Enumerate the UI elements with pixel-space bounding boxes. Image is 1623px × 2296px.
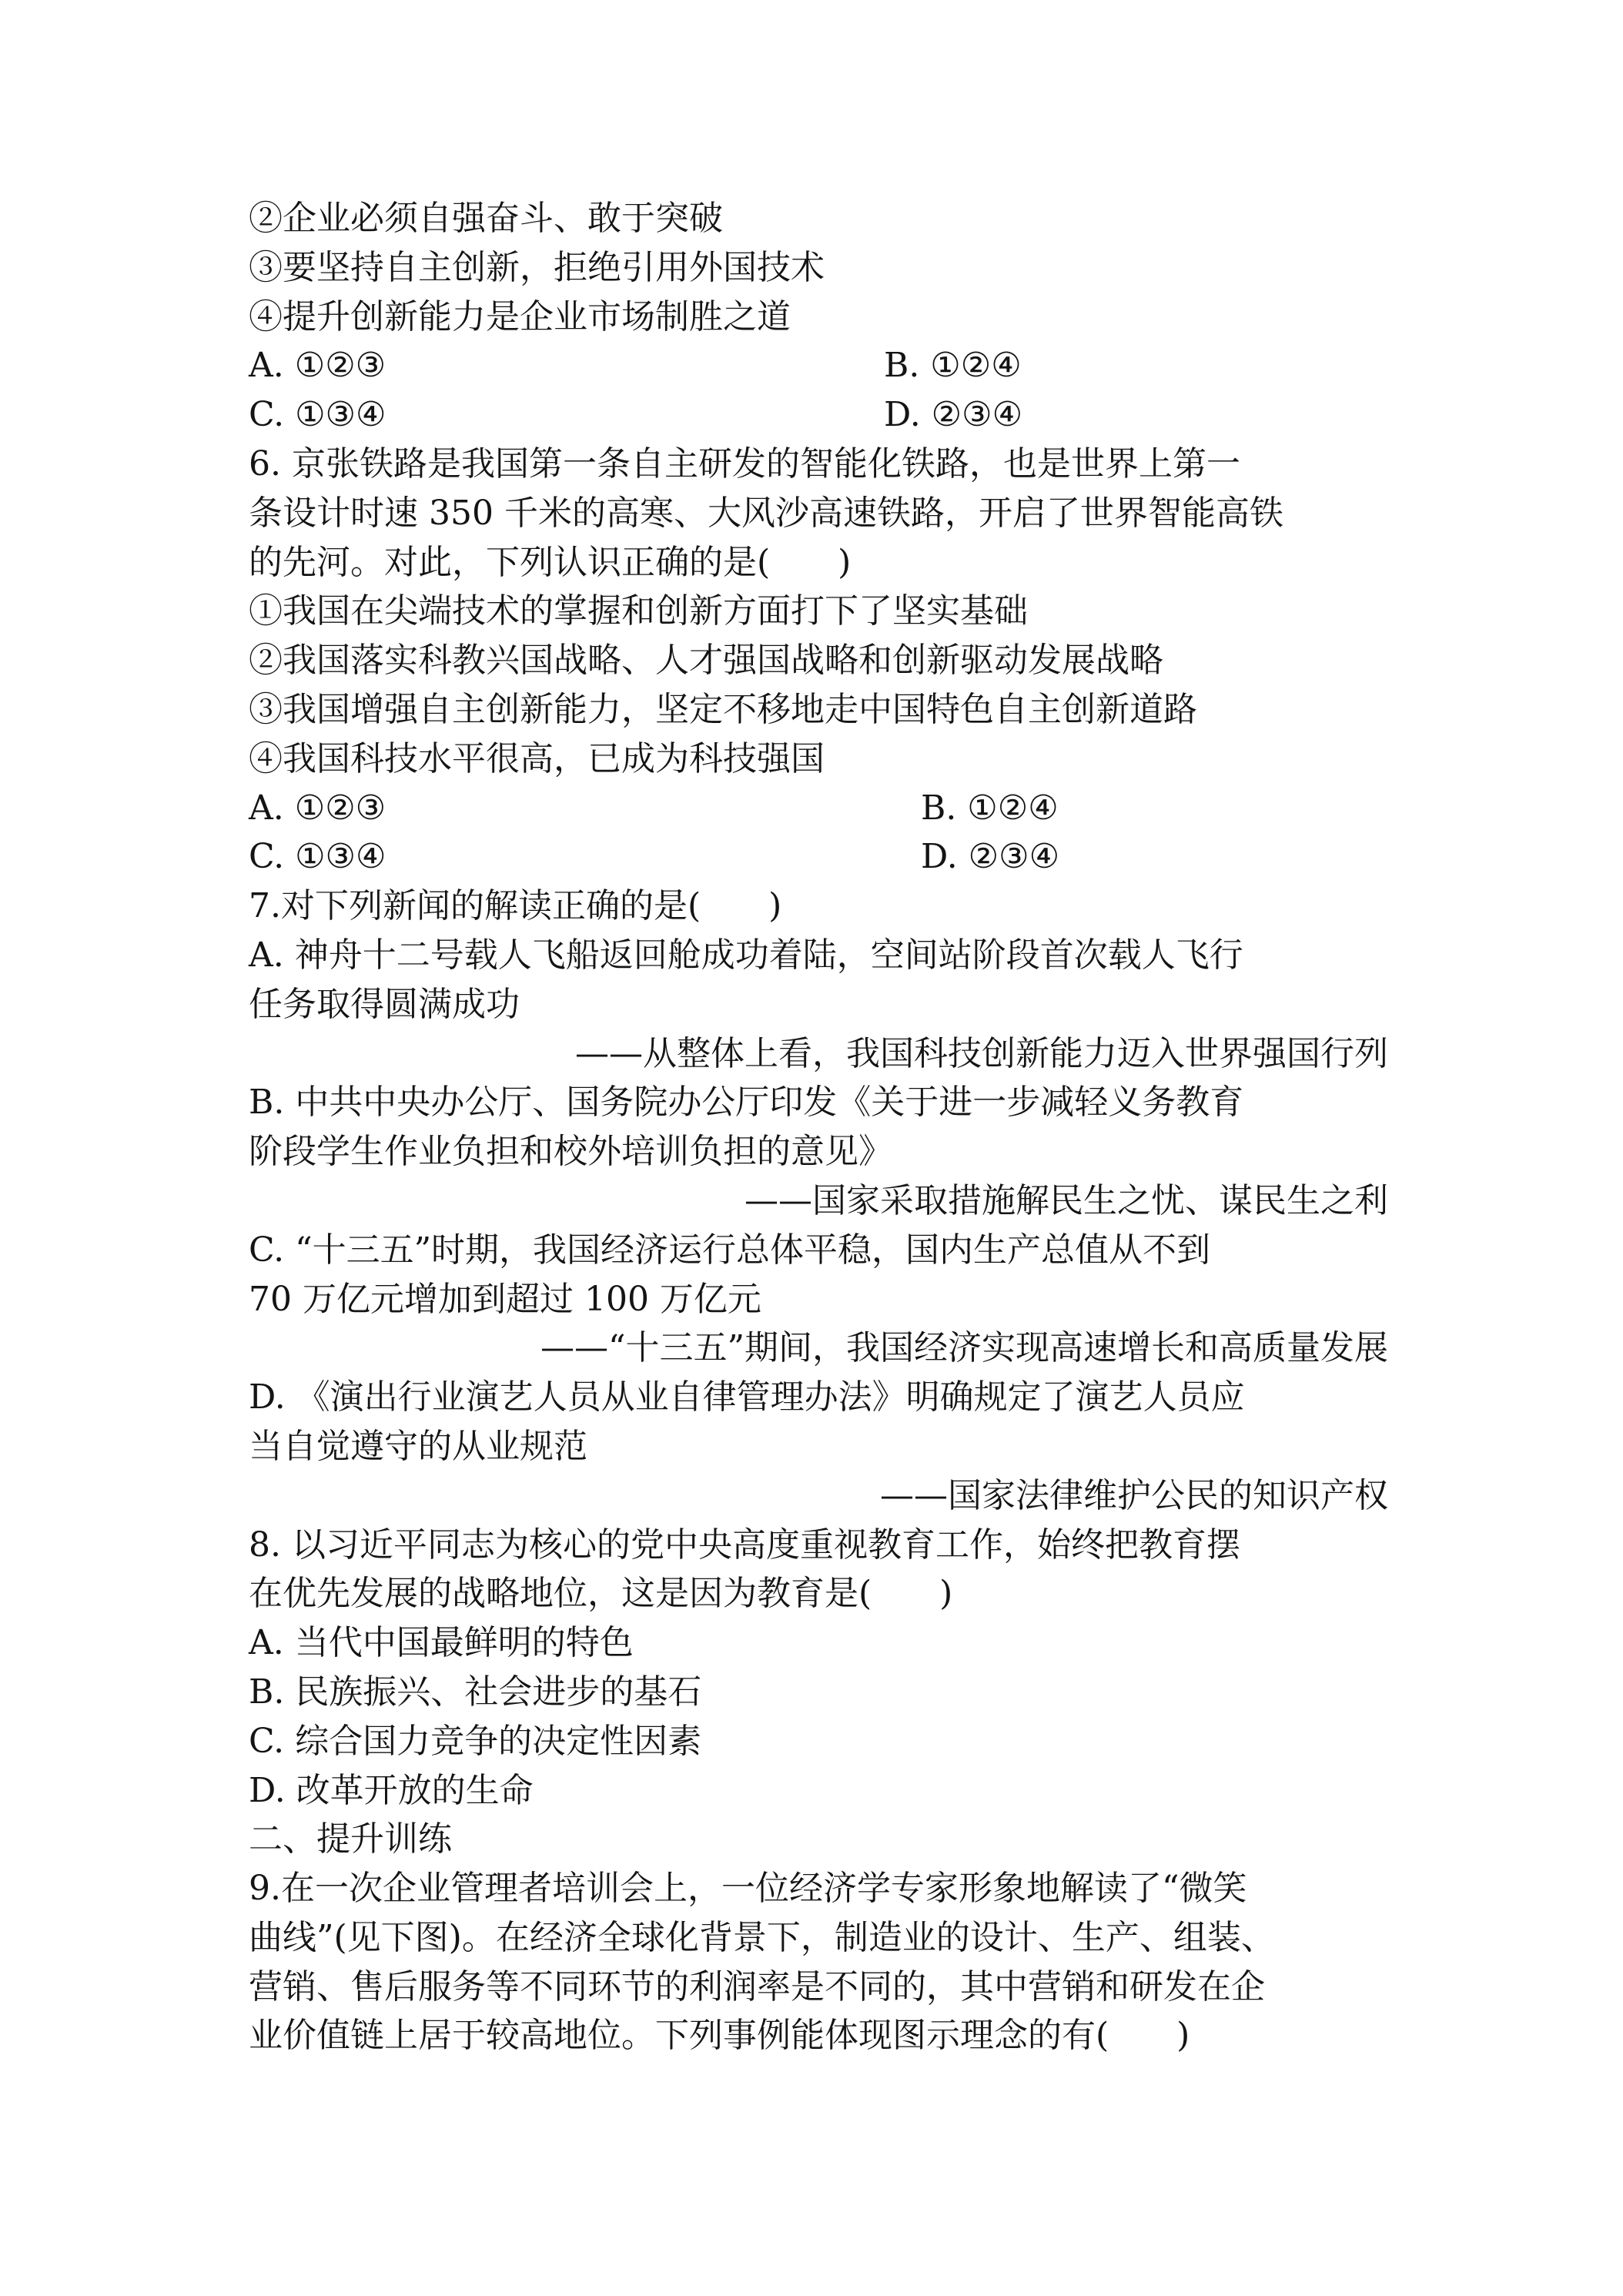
statement-3: ③我国增强自主创新能力，坚定不移地走中国特色自主创新道路 — [249, 689, 1197, 729]
option-d-interpretation: ——国家法律维护公民的知识产权 — [880, 1475, 1388, 1515]
question-9-stem-line: 曲线”(见下图)。在经济全球化背景下，制造业的设计、生产、组装、 — [249, 1917, 1275, 1957]
option-a: A. ①②③ — [249, 346, 387, 386]
question-9-stem-line: 营销、售后服务等不同环节的利润率是不同的，其中营销和研发在企 — [249, 1966, 1265, 2006]
option-d-line: 当自觉遵守的从业规范 — [249, 1426, 587, 1466]
option-c-interpretation: ——“十三五”期间，我国经济实现高速增长和高质量发展 — [540, 1328, 1388, 1368]
document-body — [249, 194, 1388, 2060]
option-b: B. 民族振兴、社会进步的基石 — [249, 1672, 702, 1712]
options-row — [249, 784, 1388, 833]
question-6-stem-line: 的先河。对此，下列认识正确的是( ) — [249, 542, 852, 582]
option-d-line: D. 《演出行业演艺人员从业自律管理办法》明确规定了演艺人员应 — [249, 1377, 1245, 1417]
question-8-stem-line: 在优先发展的战略地位，这是因为教育是( ) — [249, 1574, 953, 1614]
options-row — [249, 341, 1388, 390]
option-d: D. 改革开放的生命 — [249, 1770, 534, 1810]
option-a-interpretation: ——从整体上看，我国科技创新能力迈入世界强国行列 — [575, 1033, 1388, 1073]
options-row — [249, 390, 1388, 440]
option-b-line: 阶段学生作业负担和校外培训负担的意见》 — [249, 1132, 892, 1172]
question-6-stem-line: 条设计时速 350 千米的高寒、大风沙高速铁路，开启了世界智能高铁 — [249, 493, 1283, 533]
statement-4: ④提升创新能力是企业市场制胜之道 — [249, 296, 791, 336]
option-c-line: 70 万亿元增加到超过 100 万亿元 — [249, 1279, 761, 1319]
statement-2: ②企业必须自强奋斗、敢于突破 — [249, 199, 723, 238]
option-b-line: B. 中共中央办公厅、国务院办公厅印发《关于进一步减轻义务教育 — [249, 1083, 1244, 1123]
option-a: A. ①②③ — [249, 788, 387, 828]
option-c-line: C. “十三五”时期，我国经济运行总体平稳，国内生产总值从不到 — [249, 1230, 1211, 1270]
option-c: C. ①③④ — [249, 837, 387, 877]
option-b: B. ①②④ — [884, 346, 1022, 386]
question-9-stem-line: 业价值链上居于较高地位。下列事例能体现图示理念的有( ) — [249, 2016, 1190, 2056]
options-row — [249, 832, 1388, 882]
statement-4: ④我国科技水平很高，已成为科技强国 — [249, 738, 825, 778]
option-a-line: 任务取得圆满成功 — [249, 984, 520, 1024]
statement-3: ③要坚持自主创新，拒绝引用外国技术 — [249, 247, 825, 287]
question-9-stem-line: 9.在一次企业管理者培训会上，一位经济学专家形象地解读了“微笑 — [249, 1869, 1247, 1909]
option-d: D. ②③④ — [884, 395, 1023, 435]
option-d: D. ②③④ — [921, 837, 1060, 877]
option-b: B. ①②④ — [921, 788, 1059, 828]
option-c: C. 综合国力竞争的决定性因素 — [249, 1721, 702, 1761]
section-heading: 二、提升训练 — [249, 1819, 452, 1859]
question-8-stem-line: 8. 以习近平同志为核心的党中央高度重视教育工作，始终把教育摆 — [249, 1525, 1240, 1565]
option-c: C. ①③④ — [249, 395, 387, 435]
question-7-stem: 7.对下列新闻的解读正确的是( ) — [249, 886, 782, 926]
option-a-line: A. 神舟十二号载人飞船返回舱成功着陆，空间站阶段首次载人飞行 — [249, 935, 1243, 975]
option-a: A. 当代中国最鲜明的特色 — [249, 1623, 634, 1663]
statement-2: ②我国落实科教兴国战略、人才强国战略和创新驱动发展战略 — [249, 641, 1163, 681]
statement-1: ①我国在尖端技术的掌握和创新方面打下了坚实基础 — [249, 591, 1028, 631]
option-b-interpretation: ——国家采取措施解民生之忧、谋民生之利 — [745, 1180, 1388, 1220]
question-6-stem-line: 6. 京张铁路是我国第一条自主研发的智能化铁路，也是世界上第一 — [249, 443, 1240, 484]
